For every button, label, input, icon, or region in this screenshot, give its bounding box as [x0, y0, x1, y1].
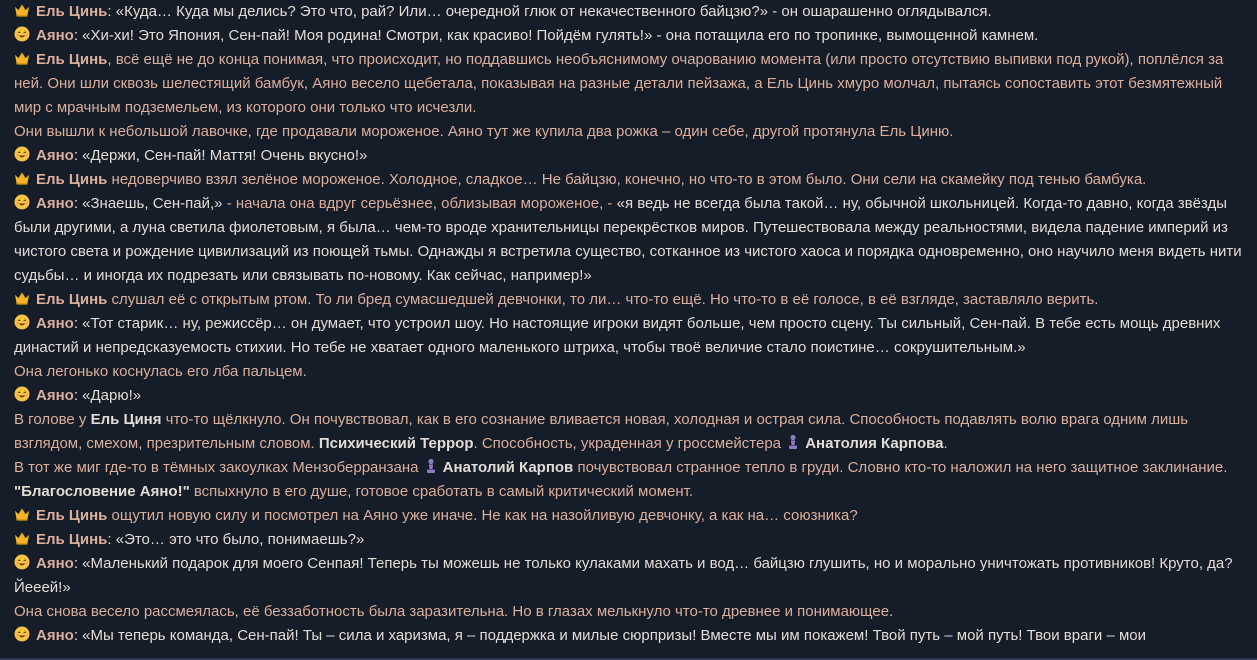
- narration-text: ощутил новую силу и посмотрел на Аяно уже иначе. Не как на назойливую девчонку, а как на… союзника?: [107, 507, 858, 524]
- story-line: [14, 288, 1243, 312]
- dialogue-text: «Хи-хи! Это Япония, Сен-пай! Моя родина! Смотри, как красиво! Пойдём гулять!» - она потащила его по тропинке, вымощенной камнем.: [82, 27, 1039, 44]
- crown-icon: [14, 290, 30, 306]
- speaker-name: Ель Цинь: [36, 531, 108, 548]
- dialogue-text: «Куда… Куда мы делись? Это что, рай? Или… очередной глюк от некачественного байцзю?» - он ошарашенно оглядывался.: [115, 3, 992, 20]
- story-line: [14, 456, 1243, 504]
- narration-text: что-то щёлкнуло. Он почувствовал, как в его сознание вливается новая, холодная и острая сила. Способность подавлять волю врага одним лишь взглядом, смехом, презрительным словом.: [14, 411, 1189, 452]
- narration-text: почувствовал странное тепло в груди. Словно кто-то наложил на него защитное заклинание.: [573, 459, 1228, 476]
- narration-text: Она снова весело рассмеялась, её беззаботность была заразительна. Но в глазах мелькнуло что-то древнее и понимающее.: [14, 603, 894, 620]
- story-line: В голове у Ель Циня что-то щёлкнуло. Он почувствовал, как в его сознание вливается новая, холодная и острая сила. Способность подавлять волю врага одним лишь взглядом, смехом, презрительным словом. Психический Террор. Способность, украденная у гроссмейстера Анатолия Карпова.: [14, 411, 1189, 452]
- speaker-name: Аяно: [36, 555, 74, 572]
- narration-text: В голове у: [14, 411, 91, 428]
- character-name: Анатолий Карпов: [442, 459, 574, 476]
- narration-text: вспыхнуло в его душе, готовое сработать в самый критический момент.: [189, 483, 694, 500]
- character-name: Анатолия Карпова: [805, 435, 944, 452]
- story-line: Аяно: «Хи-хи! Это Япония, Сен-пай! Моя родина! Смотри, как красиво! Пойдём гулять!» - она потащила его по тропинке, вымощенной камнем.: [14, 24, 1243, 48]
- speaker-name: Аяно: [36, 27, 74, 44]
- story-line: [14, 48, 1243, 120]
- chess-pawn-icon: [787, 434, 799, 450]
- speaker-name: Ель Цинь: [36, 507, 108, 524]
- ability-name: Психический Террор: [318, 435, 474, 452]
- story-line: [14, 168, 1243, 192]
- narration-text: слушал её с открытым ртом. То ли бред сумасшедшей девчонки, то ли… что-то ещё. Но что-то в её голосе, в её взгляде, заставляло верить.: [107, 291, 1099, 308]
- narration-text: , всё ещё не до конца понимая, что происходит, но поддавшись необъяснимому очарованию момента (или просто отсутствию выпивки под рукой), поплёлся за ней. Они шли сквозь шелестящий бамбук, Аяно весело щебетала, показывая на разные детали пейзажа, а Ель Цинь хмуро молчал, пытаясь сопоставить этот безмятежный мир с мрачным подземельем, из которого они только что исчезли.: [14, 51, 1224, 116]
- speaker-name: Ель Цинь: [36, 51, 108, 68]
- smile-icon: [14, 194, 30, 210]
- story-line: Ель Цинь: «Куда… Куда мы делись? Это что, рай? Или… очередной глюк от некачественного байцзю?» - он ошарашенно оглядывался.: [14, 0, 1243, 24]
- dialogue-text: «Дарю!»: [82, 387, 142, 404]
- speaker-name: Аяно: [36, 147, 74, 164]
- narration-text: - начала она вдруг серьёзнее, облизывая мороженое, -: [222, 195, 617, 212]
- story-line: Ель Цинь: «Это… это что было, понимаешь?»: [14, 528, 1243, 552]
- crown-icon: [14, 2, 30, 18]
- story-line: [14, 504, 1243, 528]
- dialogue-text: «Маленький подарок для моего Сенпая! Теперь ты можешь не только кулаками махать и вод… байцзю глушить, но и морально уничтожать противников! Круто, да? Йееей!»: [14, 555, 1233, 596]
- character-name: Ель Циня: [90, 411, 162, 428]
- speaker-name: Аяно: [36, 387, 74, 404]
- dialogue-text: «Знаешь, Сен-пай,»: [82, 195, 223, 212]
- speaker-name: Аяно: [36, 627, 74, 644]
- story-line: Аяно: «Дарю!»: [14, 384, 1243, 408]
- speaker-name: Ель Цинь: [36, 291, 108, 308]
- speaker-name: Ель Цинь: [36, 3, 108, 20]
- dialogue-text: «я ведь не всегда была такой… ну, обычной школьницей. Когда-то давно, когда звёзды были другими, а луна светила фиолетовым, я была… чем-то вроде хранительницы перекрёстков миров. Путешествовала между реальностями, видела падение империй из чистого света и рождение цивилизаций из поющей тьмы. Однажды я встретила существо, сотканное из чистого хаоса и порядка одновременно, оно научило меня видеть нити судьбы… и иногда их подрезать или связывать по-новому. Как сейчас, например!»: [14, 195, 1242, 284]
- crown-icon: [14, 170, 30, 186]
- smile-icon: [14, 626, 30, 642]
- blessing-name: "Благословение Аяно!": [14, 483, 190, 500]
- crown-icon: [14, 50, 30, 66]
- story-line: Аяно: «Знаешь, Сен-пай,» - начала она вдруг серьёзнее, облизывая мороженое, - «я ведь не всегда была такой… ну, обычной школьницей. Когда-то давно, когда звёзды были другими, а луна светила фиолетовым, я была… чем-то вроде хранительницы перекрёстков миров. Путешествовала между реальностями, видела падение империй из чистого света и рождение цивилизаций из поющей тьмы. Однажды я встретила существо, сотканное из чистого хаоса и порядка одновременно, оно научило меня видеть нити судьбы… и иногда их подрезать или связывать по-новому. Как сейчас, например!»: [14, 195, 1242, 284]
- chess-pawn-icon: [425, 458, 437, 474]
- crown-icon: [14, 506, 30, 522]
- story-line: Аяно: «Тот старик… ну, режиссёр… он думает, что устроил шоу. Но настоящие игроки видят больше, чем просто сцену. Ты сильный, Сен-пай. В тебе есть мощь древних династий и непредсказуемость стихии. Но тебе не хватает одного маленького штриха, чтобы твоё величие стало поистине… сокрушительным.»: [14, 315, 1221, 356]
- smile-icon: [14, 146, 30, 162]
- narration-text: . Способность, украденная у гроссмейстера: [473, 435, 786, 452]
- speaker-name: Аяно: [36, 195, 74, 212]
- crown-icon: [14, 530, 30, 546]
- dialogue-text: «Держи, Сен-пай! Маття! Очень вкусно!»: [82, 147, 368, 164]
- story-line: Аяно: «Мы теперь команда, Сен-пай! Ты – сила и харизма, я – поддержка и милые сюрпризы! Вместе мы им покажем! Твой путь – мой путь! Твои враги – мои: [14, 624, 1243, 648]
- narration-text: В тот же миг где-то в тёмных закоулках Мензоберранзана: [14, 459, 423, 476]
- story-line: Аяно: «Держи, Сен-пай! Маття! Очень вкусно!»: [14, 144, 1243, 168]
- smile-icon: [14, 386, 30, 402]
- smile-icon: [14, 554, 30, 570]
- smile-icon: [14, 26, 30, 42]
- speaker-name: Аяно: [36, 315, 74, 332]
- speaker-name: Ель Цинь: [36, 171, 108, 188]
- dialogue-text: «Это… это что было, понимаешь?»: [115, 531, 365, 548]
- narration-text: Они вышли к небольшой лавочке, где продавали мороженое. Аяно тут же купила два рожка – один себе, другой протянула Ель Циню.: [14, 123, 954, 140]
- narration-text: Она легонько коснулась его лба пальцем.: [14, 363, 307, 380]
- narration-text: недоверчиво взял зелёное мороженое. Холодное, сладкое… Не байцзю, конечно, но что-то в этом было. Они сели на скамейку под тенью бамбука.: [107, 171, 1147, 188]
- smile-icon: [14, 314, 30, 330]
- dialogue-text: «Тот старик… ну, режиссёр… он думает, что устроил шоу. Но настоящие игроки видят больше, чем просто сцену. Ты сильный, Сен-пай. В тебе есть мощь древних династий и непредсказуемость стихии. Но тебе не хватает одного маленького штриха, чтобы твоё величие стало поистине… сокрушительным.»: [14, 315, 1221, 356]
- story-line: Аяно: «Маленький подарок для моего Сенпая! Теперь ты можешь не только кулаками махать и вод… байцзю глушить, но и морально уничтожать противников! Круто, да? Йееей!»: [14, 555, 1233, 596]
- dialogue-text: «Мы теперь команда, Сен-пай! Ты – сила и харизма, я – поддержка и милые сюрпризы! Вместе мы им покажем! Твой путь – мой путь! Твои враги – мои: [82, 627, 1147, 644]
